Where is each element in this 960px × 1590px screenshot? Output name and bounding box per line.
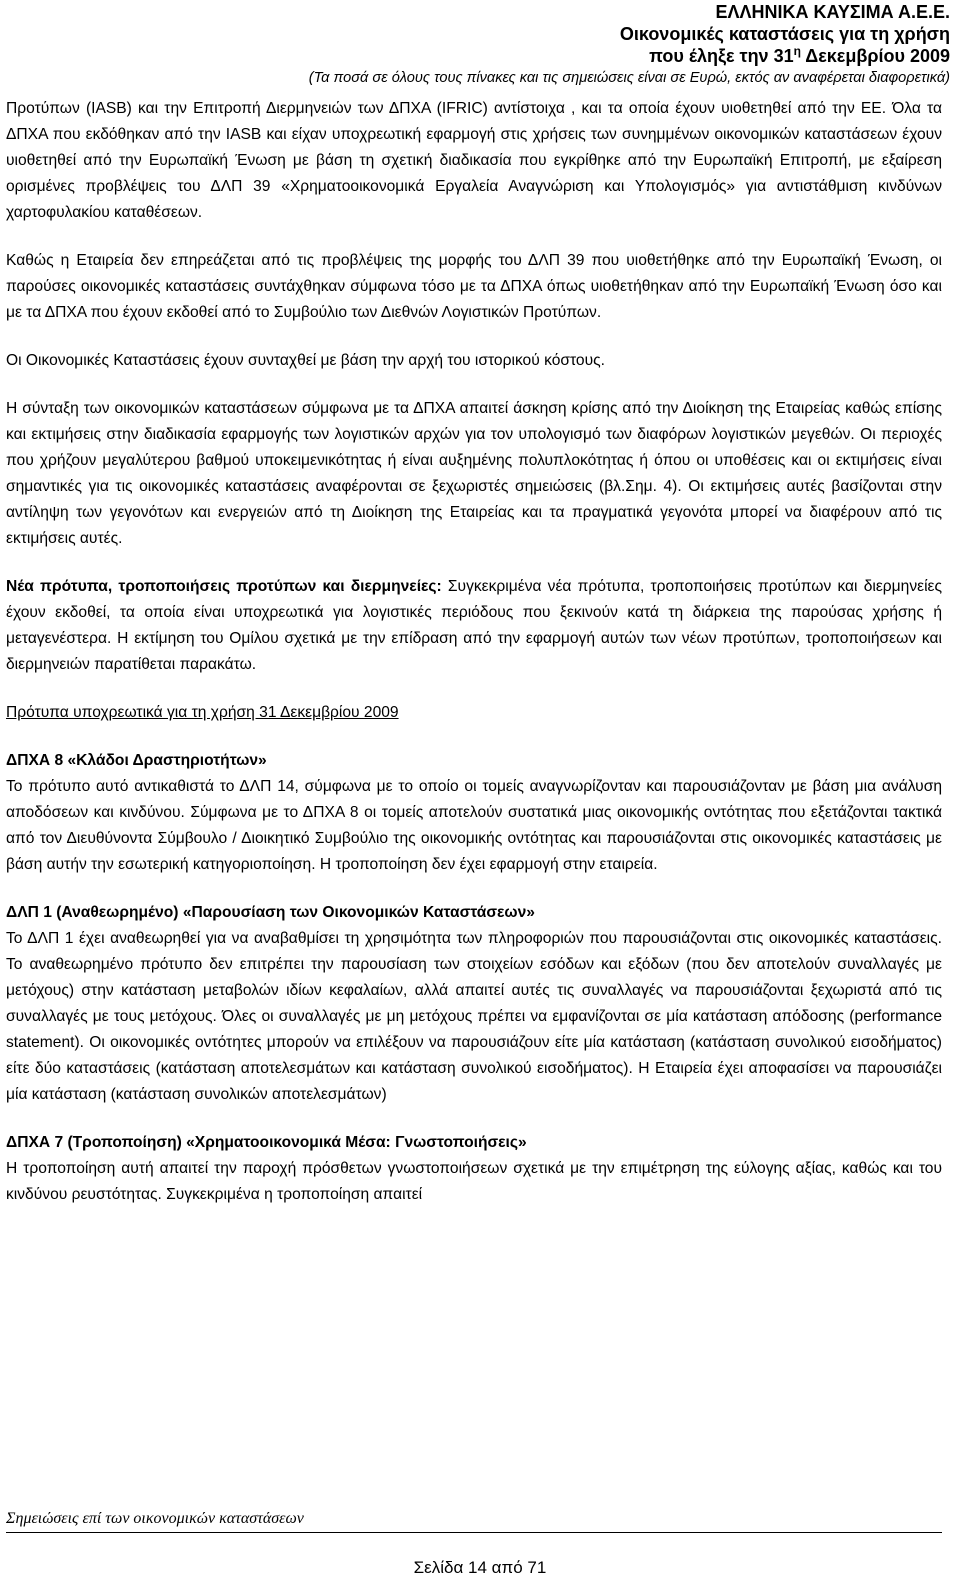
ifrs8-text: Το πρότυπο αυτό αντικαθιστά το ΔΛΠ 14, σύμφωνα με το οποίο οι τομείς αναγνωρίζονταν και παρουσιάζονταν με βάση μια ανάλυση αποδόσεων και κινδύνου. Σύμφωνα με το ΔΠΧΑ 8 οι τομείς αποτελούν συστατικά μιας οικονομικής οντότητας που εξετάζονται τακτικά από τον Διευθύνοντα Σύμβουλο / Διοικητικό Συμβούλιο της οικονομικής οντότητας και παρουσιάζονται στις οικονομικές καταστάσεις με βάση αυτήν την εσωτερική κατηγοριοποίηση. Η τροποποίηση δεν έχει εφαρμογή στην εταιρεία.: [6, 778, 942, 873]
paragraph-ias39: Καθώς η Εταιρεία δεν επηρεάζεται από τις προβλέψεις της μορφής του ΔΛΠ 39 που υιοθετήθηκε από την Ευρωπαϊκή Ένωση, οι παρούσες οικονομικές καταστάσεις συντάχθηκαν σύμφωνα τόσο με τα ΔΠΧΑ όπως υιοθετήθηκαν από την Ευρωπαϊκή Ένωση όσο και με τα ΔΠΧΑ που έχουν εκδοθεί από το Συμβούλιο των Διεθνών Λογιστικών Προτύπων.: [6, 252, 942, 321]
ias1-text: Το ΔΛΠ 1 έχει αναθεωρηθεί για να αναβαθμίσει τη χρησιμότητα των πληροφοριών που παρουσιάζονται στις οικονομικές καταστάσεις. Το αναθεωρημένο πρότυπο δεν επιτρέπει την παρουσίαση των στοιχείων εσόδων και εξόδων (που δεν αποτελούν συναλλαγές με μετόχους) στην κατάσταση μεταβολών ιδίων κεφαλαίων, αλλά απαιτεί αυτές τις συναλλαγές να παρουσιάζονται ξεχωριστά από τις συναλλαγές με τους μετόχους. Όλες οι συναλλαγές με μη μετόχους πρέπει να εμφανίζονται σε μία κατάσταση απόδοσης (performance statement). Οι οικονομικές οντότητες μπορούν να επιλέξουν να παρουσιάζουν είτε μία κατάσταση (κατάσταση συνολικού εισοδήματος) είτε δύο καταστάσεις (κατάσταση αποτελεσμάτων και κατάσταση συνολικού εισοδήματος). Η Εταιρεία έχει αποφασίσει να παρουσιάζει μία κατάσταση (κατάσταση συνολικών αποτελεσμάτων): [6, 930, 942, 1103]
page-number: Σελίδα 14 από 71: [413, 1558, 547, 1577]
paragraph-historical-cost: Οι Οικονομικές Καταστάσεις έχουν συνταχθεί με βάση την αρχή του ιστορικού κόστους.: [6, 352, 605, 369]
paragraph-ifrs-adoption: Προτύπων (IASB) και την Επιτροπή Διερμηνειών των ΔΠΧΑ (IFRIC) αντίστοιχα , και τα οποία έχουν υιοθετηθεί από την ΕΕ. Όλα τα ΔΠΧΑ που εκδόθηκαν από την IASB και είχαν υποχρεωτική εφαρμογή στις χρήσεις των συνημμένων οικονομικών καταστάσεων έχουν υιοθετηθεί από την Ευρωπαϊκή Ένωση με βάση τη σχετική διαδικασία που εγκρίθηκε από την Ευρωπαϊκή Επιτροπή, με εξαίρεση ορισμένες προβλέψεις του ΔΛΠ 39 «Χρηματοοικονομικά Εργαλεία Αναγνώριση και Υπολογισμός» για αντιστάθμιση κινδύνων χαρτοφυλακίου καταθέσεων.: [6, 100, 942, 221]
footer-notes-label: Σημειώσεις επί των οικονομικών καταστάσεων: [6, 1510, 304, 1527]
section-title: Πρότυπα υποχρεωτικά για τη χρήση 31 Δεκεμβρίου 2009: [6, 704, 399, 721]
ifrs8-heading: ΔΠΧΑ 8 «Κλάδοι Δραστηριοτήτων»: [6, 752, 267, 769]
page-header: [309, 1, 950, 89]
new-standards-text: Συγκεκριμένα νέα πρότυπα, τροποποιήσεις προτύπων και διερμηνείες έχουν εκδοθεί, τα οποία είναι υποχρεωτικά για λογιστικές περιόδους που ξεκινούν κατά τη διάρκεια της παρούσας χρήσης ή μεταγενέστερα. Η εκτίμηση του Ομίλου σχετικά με την επίδραση από την εφαρμογή αυτών των νέων προτύπων, τροποποιήσεων και διερμηνειών παρατίθεται παρακάτω.: [6, 578, 942, 673]
period-superscript: η: [793, 44, 801, 58]
currency-note: (Τα ποσά σε όλους τους πίνακες και τις σημειώσεις είναι σε Ευρώ, εκτός αν αναφέρεται διαφορετικά): [308, 70, 950, 86]
period-prefix: που έληξε την 31: [649, 46, 794, 66]
footer-divider: [6, 1532, 942, 1533]
company-name: ΕΛΛΗΝΙΚΑ ΚΑΥΣΙΜΑ Α.Ε.Ε.: [715, 2, 950, 22]
ifrs7-heading: ΔΠΧΑ 7 (Τροποποίηση) «Χρηματοοικονομικά Μέσα: Γνωστοποιήσεις»: [6, 1134, 527, 1151]
statements-title: Οικονομικές καταστάσεις για τη χρήση: [619, 24, 950, 44]
document-body: [6, 96, 942, 1208]
ias1-heading: ΔΛΠ 1 (Αναθεωρημένο) «Παρουσίαση των Οικονομικών Καταστάσεων»: [6, 904, 535, 921]
reporting-period: [309, 45, 950, 67]
new-standards-label: Νέα πρότυπα, τροποποιήσεις προτύπων και διερμηνείες:: [6, 578, 442, 595]
paragraph-new-standards: [6, 574, 942, 678]
period-suffix: Δεκεμβρίου 2009: [800, 46, 950, 66]
paragraph-estimates: Η σύνταξη των οικονομικών καταστάσεων σύμφωνα με τα ΔΠΧΑ απαιτεί άσκηση κρίσης από την Διοίκηση της Εταιρείας καθώς επίσης και εκτιμήσεις στην διαδικασία εφαρμογής των λογιστικών αρχών για τον υπολογισμό των διαφόρων λογιστικών μεγεθών. Οι περιοχές που χρήζουν μεγαλύτερου βαθμού υποκειμενικότητας ή είναι αυξημένης πολυπλοκότητας ή όπου οι υποθέσεις και οι εκτιμήσεις είναι σημαντικές για τις οικονομικές καταστάσεις αναφέρονται σε ξεχωριστές σημειώσεις (βλ.Σημ. 4). Οι εκτιμήσεις αυτές βασίζονται στην αντίληψη των γεγονότων και ενεργειών από τη Διοίκηση της Εταιρείας και τα πραγματικά γεγονότα μπορεί να διαφέρουν από τις εκτιμήσεις αυτές.: [6, 400, 942, 547]
ifrs7-text: Η τροποποίηση αυτή απαιτεί την παροχή πρόσθετων γνωστοποιήσεων σχετικά με την επιμέτρηση της εύλογης αξίας, καθώς και του κινδύνου ρευστότητας. Συγκεκριμένα η τροποποίηση απαιτεί: [6, 1160, 942, 1203]
